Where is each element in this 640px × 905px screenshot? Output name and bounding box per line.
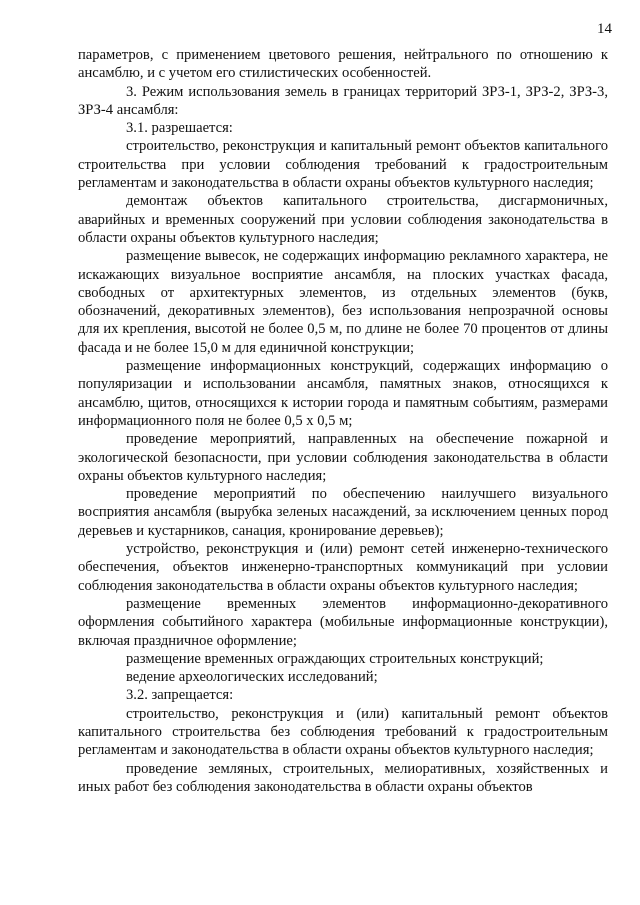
paragraph-list-item: размещение временных элементов информационно-декоративного оформления событийного характера (мобильные информационные конструкции), включая праздничное оформление; (78, 595, 608, 649)
paragraph: параметров, с применением цветового решения, нейтрального по отношению к ансамблю, и с учетом его стилистических особенностей. (78, 47, 608, 82)
paragraph-list-item: устройство, реконструкция и (или) ремонт сетей инженерно-технического обеспечения, объектов инженерно-транспортных коммуникаций при условии соблюдения законодательства в области охраны объектов культурного наследия; (78, 541, 608, 594)
paragraph-subsection-allowed: 3.1. разрешается: (126, 120, 233, 137)
paragraph-list-item: демонтаж объектов капитального строительства, дисгармоничных, аварийных и временных сооружений при условии соблюдения законодательства в области охраны объектов культурного наследия; (78, 193, 608, 246)
paragraph-list-item: проведение мероприятий по обеспечению наилучшего визуального восприятия ансамбля (вырубка зеленых насаждений, за исключением ценных пород деревьев и кустарников, санация, кронирование деревьев); (78, 486, 608, 539)
paragraph-list-item: проведение земляных, строительных, мелиоративных, хозяйственных и иных работ без соблюдения законодательства в области охраны объектов (78, 760, 608, 795)
paragraph-list-item: строительство, реконструкция и (или) капитальный ремонт объектов капитального строительства без соблюдения требований к градостроительным регламентам и законодательства в области охраны объектов культурного наследия; (78, 705, 608, 759)
paragraph-list-item: размещение вывесок, не содержащих информацию рекламного характера, не искажающих визуальное восприятие ансамбля, на плоских участках фасада, свободных от архитектурных элементов, из отдельных элементов (букв, обозначений, декоративных элементов), без использования непрозрачной основы для их крепления, высотой не более 0,5 м, по длине не более 70 процентов от длины фасада и не более 15,0 м для единичной конструкции; (78, 248, 608, 356)
page-number: 14 (597, 21, 612, 37)
paragraph-list-item: размещение информационных конструкций, содержащих информацию о популяризации и использовании ансамбля, памятных знаков, относящихся к ансамблю, щитов, относящихся к истории города и памятным событиям, размерами информационного поля не более 0,5 х 0,5 м; (78, 358, 608, 429)
paragraph-section-heading: 3. Режим использования земель в границах территорий ЗРЗ-1, ЗРЗ-2, ЗРЗ-3, ЗРЗ-4 ансамбля: (78, 83, 608, 118)
paragraph-subsection-forbidden: 3.2. запрещается: (126, 687, 234, 704)
paragraph-list-item: проведение мероприятий, направленных на обеспечение пожарной и экологической безопасности, при условии соблюдения законодательства в области охраны объектов культурного наследия; (78, 431, 608, 484)
paragraph-list-item: ведение археологических исследований; (126, 669, 378, 686)
document-body (78, 46, 608, 796)
paragraph-list-item: строительство, реконструкция и капитальный ремонт объектов капитального строительства при условии соблюдения требований к градостроительным регламентам и законодательства в области охраны объектов культурного наследия; (78, 138, 608, 192)
paragraph-list-item: размещение временных ограждающих строительных конструкций; (126, 650, 544, 667)
